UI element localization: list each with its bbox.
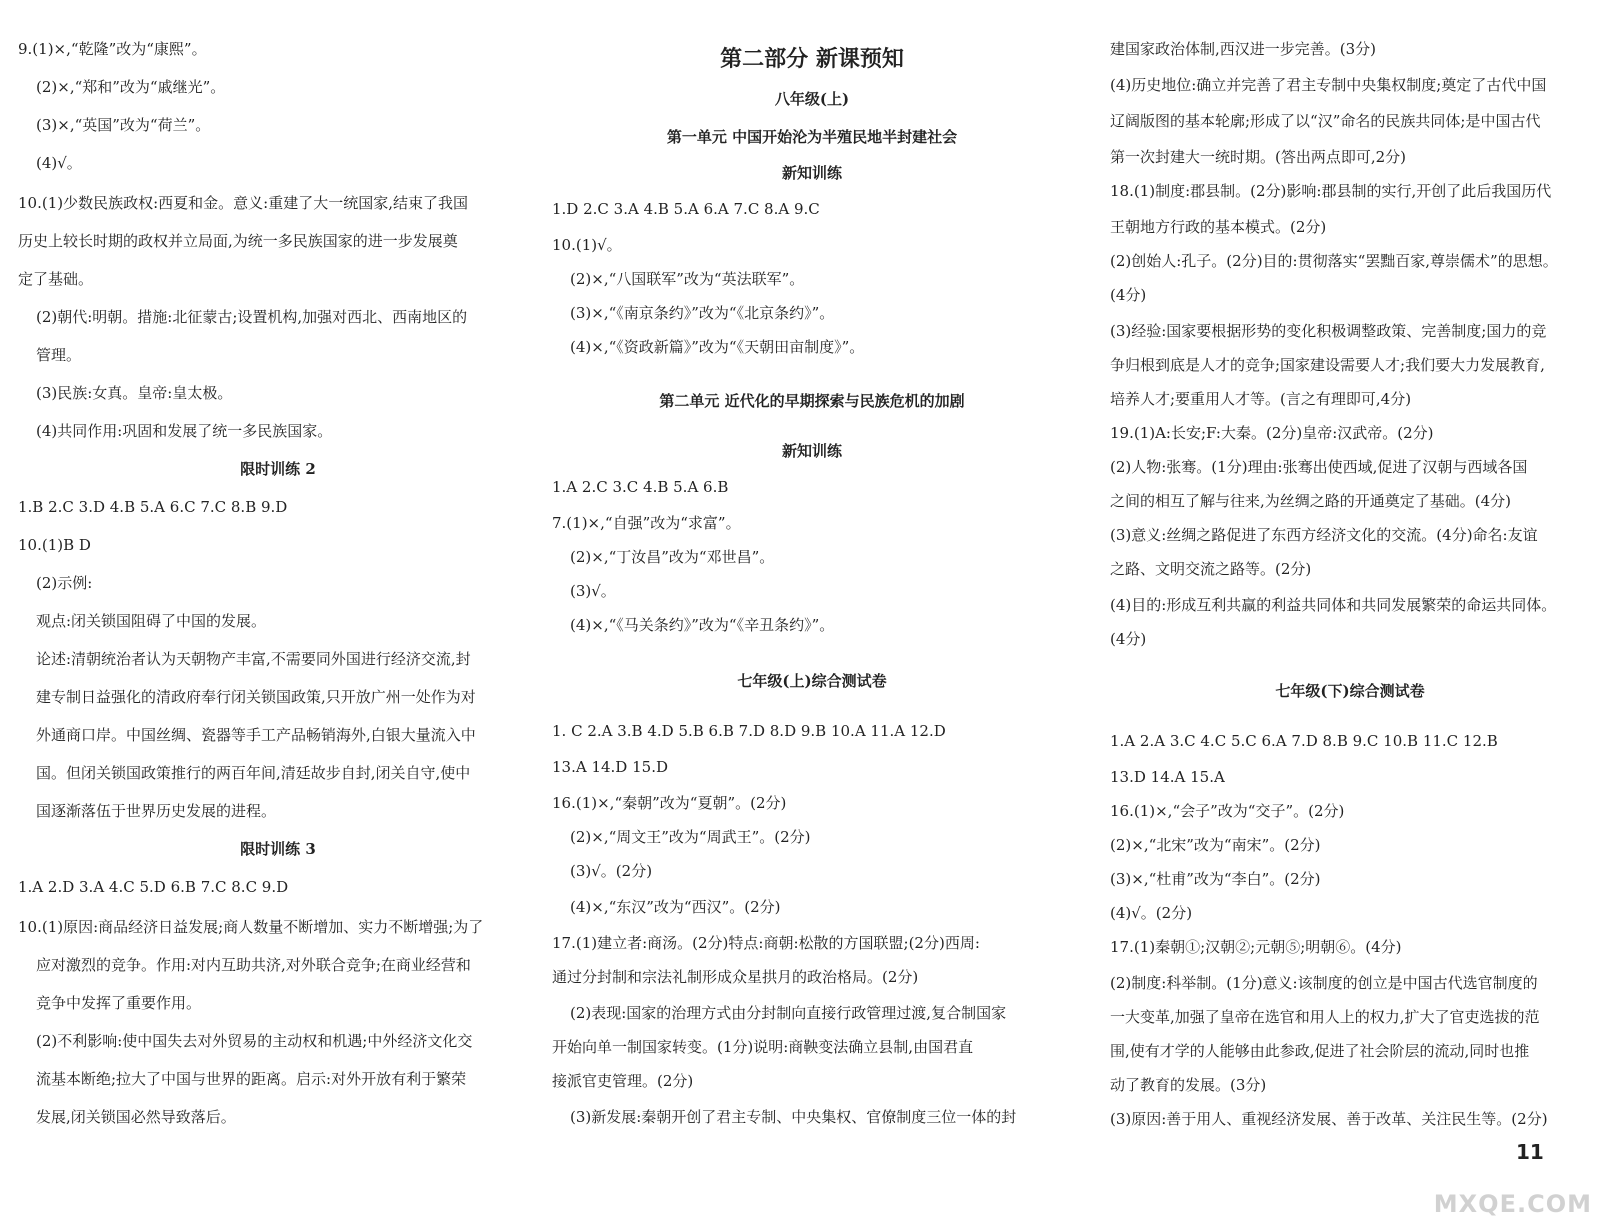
answer-line: 1.A 2.A 3.C 4.C 5.C 6.A 7.D 8.B 9.C 10.B 11.C 12.B (1110, 732, 1498, 750)
answer-line: 论述:清朝统治者认为天朝物产丰富,不需要同外国进行经济交流,封 (36, 650, 471, 668)
answer-line: 流基本断绝;拉大了中国与世界的距离。启示:对外开放有利于繁荣 (36, 1070, 467, 1088)
answer-line: 10.(1)√。 (552, 236, 622, 254)
answer-line: 争归根到底是人才的竞争;国家建设需要人才;我们要大力发展教育, (1110, 356, 1545, 374)
answer-line: (2)×,“北宋”改为“南宋”。(2分) (1110, 836, 1321, 854)
answer-line: 之路、文明交流之路等。(2分) (1110, 560, 1312, 578)
answer-line: (2)朝代:明朝。措施:北征蒙古;设置机构,加强对西北、西南地区的 (36, 308, 468, 326)
answer-line: 建国家政治体制,西汉进一步完善。(3分) (1110, 40, 1377, 58)
watermark: MXQE.COM (1433, 1190, 1592, 1218)
answer-line: (3)√。 (570, 582, 616, 600)
answer-line: 开始向单一制国家转变。(1分)说明:商鞅变法确立县制,由国君直 (552, 1038, 974, 1056)
grade-heading: 八年级(上) (774, 90, 850, 108)
answer-line: 1.A 2.D 3.A 4.C 5.D 6.B 7.C 8.C 9.D (18, 878, 289, 896)
answer-line: (4)×,“《资政新篇》”改为“《天朝田亩制度》”。 (570, 338, 865, 356)
section-heading: 七年级(下)综合测试卷 (1275, 682, 1425, 700)
answer-line: 17.(1)秦朝①;汉朝②;元朝⑤;明朝⑥。(4分) (1110, 938, 1402, 956)
answer-line: 10.(1)原因:商品经济日益发展;商人数量不断增加、实力不断增强;为了 (18, 918, 484, 936)
part-title: 第二部分 新课预知 (720, 46, 904, 72)
answer-line: (2)×,“郑和”改为“戚继光”。 (36, 78, 226, 96)
answer-line: 历史上较长时期的政权并立局面,为统一多民族国家的进一步发展奠 (18, 232, 458, 250)
answer-line: 国逐渐落伍于世界历史发展的进程。 (36, 802, 277, 820)
answer-line: (4分) (1110, 630, 1147, 648)
answer-line: 一大变革,加强了皇帝在选官和用人上的权力,扩大了官吏选拔的范 (1110, 1008, 1540, 1026)
answer-line: 建专制日益强化的清政府奉行闭关锁国政策,只开放广州一处作为对 (36, 688, 476, 706)
answer-line: 10.(1)B D (18, 536, 91, 554)
answer-line: 国。但闭关锁国政策推行的两百年间,清廷故步自封,闭关自守,使中 (36, 764, 471, 782)
answer-line: (3)√。(2分) (570, 862, 653, 880)
answer-line: 外通商口岸。中国丝绸、瓷器等手工产品畅销海外,白银大量流入中 (36, 726, 476, 744)
answer-line: (2)示例: (36, 574, 93, 592)
answer-line: (2)制度:科举制。(1分)意义:该制度的创立是中国古代选官制度的 (1110, 974, 1538, 992)
answer-line: (2)创始人:孔子。(2分)目的:贯彻落实“罢黜百家,尊崇儒术”的思想。 (1110, 252, 1558, 270)
answer-line: 13.A 14.D 15.D (552, 758, 668, 776)
answer-line: 发展,闭关锁国必然导致落后。 (36, 1108, 236, 1126)
answer-line: (4)√。(2分) (1110, 904, 1193, 922)
answer-line: (4分) (1110, 286, 1147, 304)
answer-line: 王朝地方行政的基本模式。(2分) (1110, 218, 1327, 236)
answer-line: 16.(1)×,“会子”改为“交子”。(2分) (1110, 802, 1345, 820)
answer-line: (3)×,“杜甫”改为“李白”。(2分) (1110, 870, 1321, 888)
answer-line: 应对激烈的竞争。作用:对内互助共济,对外联合竞争;在商业经营和 (36, 956, 471, 974)
answer-line: 10.(1)少数民族政权:西夏和金。意义:重建了大一统国家,结束了我国 (18, 194, 468, 212)
answer-line: 1.A 2.C 3.C 4.B 5.A 6.B (552, 478, 729, 496)
answer-line: 18.(1)制度:郡县制。(2分)影响:郡县制的实行,开创了此后我国历代 (1110, 182, 1552, 200)
answer-line: (4)目的:形成互利共赢的利益共同体和共同发展繁荣的命运共同体。 (1110, 596, 1557, 614)
answer-line: 之间的相互了解与往来,为丝绸之路的开通奠定了基础。(4分) (1110, 492, 1512, 510)
section-heading: 限时训练 2 (240, 460, 316, 478)
answer-line: (3)意义:丝绸之路促进了东西方经济文化的交流。(4分)命名:友谊 (1110, 526, 1538, 544)
answer-line: (4)×,“东汉”改为“西汉”。(2分) (570, 898, 781, 916)
answer-line: (3)×,“《南京条约》”改为“《北京条约》”。 (570, 304, 835, 322)
answer-line: 管理。 (36, 346, 82, 364)
answer-line: 竞争中发挥了重要作用。 (36, 994, 202, 1012)
answer-line: 通过分封制和宗法礼制形成众星拱月的政治格局。(2分) (552, 968, 919, 986)
section-heading: 新知训练 (781, 164, 842, 182)
answer-line: (4)历史地位:确立并完善了君主专制中央集权制度;奠定了古代中国 (1110, 76, 1547, 94)
unit-heading: 第一单元 中国开始沦为半殖民地半封建社会 (666, 128, 958, 146)
answer-line: (2)×,“周文王”改为“周武王”。(2分) (570, 828, 811, 846)
answer-line: 19.(1)A:长安;F:大秦。(2分)皇帝:汉武帝。(2分) (1110, 424, 1434, 442)
answer-line: 13.D 14.A 15.A (1110, 768, 1225, 786)
answer-line: (3)新发展:秦朝开创了君主专制、中央集权、官僚制度三位一体的封 (570, 1108, 1017, 1126)
answer-line: 辽阔版图的基本轮廓;形成了以“汉”命名的民族共同体;是中国古代 (1110, 112, 1541, 130)
answer-line: 动了教育的发展。(3分) (1110, 1076, 1267, 1094)
answer-line: 7.(1)×,“自强”改为“求富”。 (552, 514, 741, 532)
answer-line: (2)表现:国家的治理方式由分封制向直接行政管理过渡,复合制国家 (570, 1004, 1007, 1022)
answer-line: (4)共同作用:巩固和发展了统一多民族国家。 (36, 422, 333, 440)
answer-line: 观点:闭关锁国阻碍了中国的发展。 (36, 612, 267, 630)
answer-line: (3)×,“英国”改为“荷兰”。 (36, 116, 211, 134)
answer-line: 1.D 2.C 3.A 4.B 5.A 6.A 7.C 8.A 9.C (552, 200, 820, 218)
answer-line: (4)×,“《马关条约》”改为“《辛丑条约》”。 (570, 616, 835, 634)
section-heading: 限时训练 3 (240, 840, 316, 858)
answer-line: 围,使有才学的人能够由此参政,促进了社会阶层的流动,同时也推 (1110, 1042, 1530, 1060)
answer-line: (2)不利影响:使中国失去对外贸易的主动权和机遇;中外经济文化交 (36, 1032, 473, 1050)
section-heading: 七年级(上)综合测试卷 (737, 672, 887, 690)
answer-line: 接派官吏管理。(2分) (552, 1072, 694, 1090)
answer-line: 培养人才;要重用人才等。(言之有理即可,4分) (1110, 390, 1412, 408)
answer-line: 16.(1)×,“秦朝”改为“夏朝”。(2分) (552, 794, 787, 812)
answer-line: (2)人物:张骞。(1分)理由:张骞出使西域,促进了汉朝与西域各国 (1110, 458, 1528, 476)
answer-line: 1. C 2.A 3.B 4.D 5.B 6.B 7.D 8.D 9.B 10.A 11.A 12.D (552, 722, 946, 740)
answer-line: (3)民族:女真。皇帝:皇太极。 (36, 384, 233, 402)
answer-line: 17.(1)建立者:商汤。(2分)特点:商朝:松散的方国联盟;(2分)西周: (552, 934, 980, 952)
unit-heading: 第二单元 近代化的早期探索与民族危机的加剧 (659, 392, 965, 410)
page-number: 11 (1516, 1140, 1544, 1164)
answer-line: (2)×,“八国联军”改为“英法联军”。 (570, 270, 805, 288)
answer-line: (3)原因:善于用人、重视经济发展、善于改革、关注民生等。(2分) (1110, 1110, 1548, 1128)
answer-line: (4)√。 (36, 154, 82, 172)
answer-line: (2)×,“丁汝昌”改为“邓世昌”。 (570, 548, 775, 566)
answer-line: (3)经验:国家要根据形势的变化积极调整政策、完善制度;国力的竞 (1110, 322, 1547, 340)
answer-line: 第一次封建大一统时期。(答出两点即可,2分) (1110, 148, 1407, 166)
answer-line: 1.B 2.C 3.D 4.B 5.A 6.C 7.C 8.B 9.D (18, 498, 288, 516)
section-heading: 新知训练 (781, 442, 842, 460)
answer-line: 定了基础。 (18, 270, 94, 288)
answer-line: 9.(1)×,“乾隆”改为“康熙”。 (18, 40, 207, 58)
